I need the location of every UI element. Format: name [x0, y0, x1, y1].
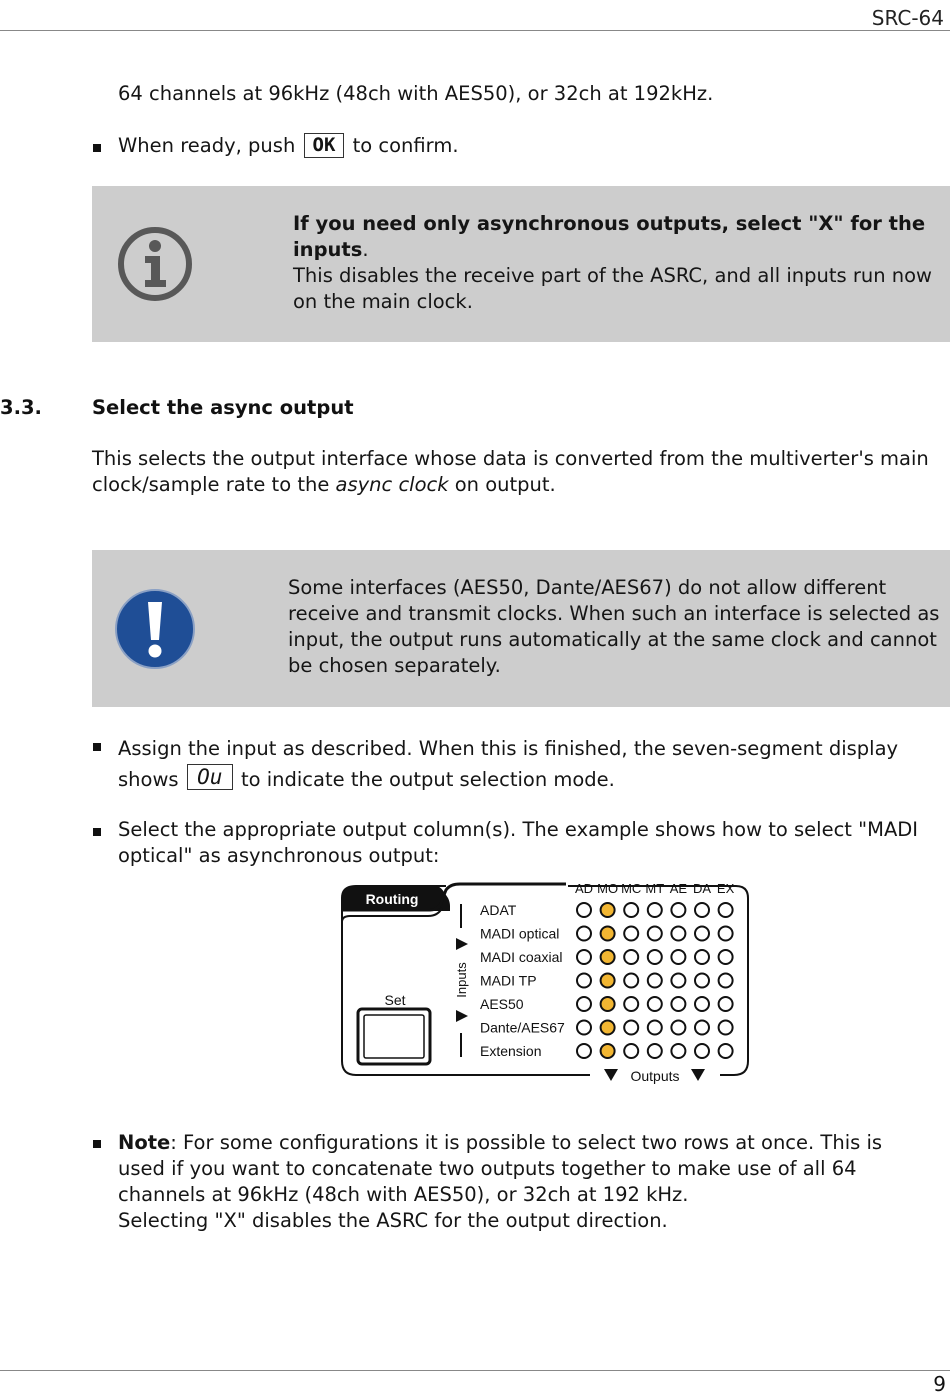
routing-led [624, 950, 638, 964]
routing-led [671, 903, 685, 917]
bullet-icon [93, 743, 101, 751]
continuation-text: 64 channels at 96kHz (48ch with AES50), or 32ch at 192kHz. [118, 82, 714, 105]
routing-led [577, 927, 591, 941]
warning-note [92, 550, 950, 707]
section-intro-italic: async clock [335, 473, 449, 496]
output-column-label: EX [716, 881, 735, 896]
info-note-text [293, 211, 933, 315]
assign-text-after: to indicate the output selection mode. [234, 768, 615, 791]
output-column-label: MC [621, 881, 642, 896]
final-note [118, 1130, 933, 1234]
routing-led-lit [601, 1021, 615, 1035]
bullet-icon [93, 144, 101, 152]
output-column-label: MT [645, 881, 665, 896]
input-row-label: Extension [480, 1043, 542, 1059]
routing-led [695, 1044, 709, 1058]
outputs-arrow-icon [691, 1069, 705, 1081]
routing-led [648, 903, 662, 917]
info-note-bold: If you need only asynchronous outputs, select "X" for the inputs [293, 212, 926, 261]
set-label: Set [384, 992, 406, 1008]
routing-led [695, 997, 709, 1011]
input-row-label: MADI TP [480, 972, 537, 989]
section-intro-after: on output. [448, 473, 556, 496]
confirm-text-before: When ready, push [118, 134, 302, 157]
routing-led [624, 1044, 638, 1058]
footer-rule [0, 1370, 950, 1371]
input-row-label: MADI optical [480, 925, 560, 942]
input-row-label: AES50 [480, 996, 524, 1012]
inputs-label: Inputs [454, 962, 469, 998]
ok-key: OK [304, 133, 345, 158]
seven-segment-display: Ou [187, 764, 233, 790]
info-note-bold-end: . [362, 238, 369, 261]
routing-led [695, 927, 709, 941]
routing-led [577, 997, 591, 1011]
routing-led-lit [601, 997, 615, 1011]
section-intro [92, 446, 932, 498]
info-note-body: This disables the receive part of the ASRC, and all inputs run now on the main clock. [293, 264, 933, 313]
note-text-2: Selecting "X" disables the ASRC for the output direction. [118, 1209, 668, 1232]
routing-led [577, 903, 591, 917]
routing-led [624, 974, 638, 988]
note-label: Note [118, 1131, 171, 1154]
routing-led [624, 927, 638, 941]
routing-led [719, 903, 733, 917]
routing-led [671, 927, 685, 941]
header-rule [0, 30, 950, 31]
routing-led [671, 997, 685, 1011]
routing-led [648, 950, 662, 964]
routing-led [695, 903, 709, 917]
routing-led [648, 1021, 662, 1035]
routing-led-lit [601, 974, 615, 988]
note-text: : For some configurations it is possible to select two rows at once. This is used if you want to concatenate two outputs together to make use of all 64 channels at 96kHz (48ch with AES50), or 32ch at 192 kHz. [118, 1131, 883, 1206]
input-row-label: ADAT [480, 902, 517, 918]
routing-led [719, 927, 733, 941]
assign-text-before: Assign the input as described. When this is finished, the seven-segment display shows [118, 737, 899, 791]
routing-led-lit [601, 950, 615, 964]
exclamation-icon [114, 588, 196, 670]
output-column-label: DA [692, 881, 712, 896]
routing-led [577, 974, 591, 988]
set-button[interactable] [358, 1009, 430, 1064]
routing-led [577, 1044, 591, 1058]
output-column-label: AD [574, 881, 594, 896]
routing-led [671, 1044, 685, 1058]
routing-led [648, 927, 662, 941]
inputs-arrow-icon [456, 938, 468, 950]
routing-tab-label: Routing [365, 891, 419, 907]
input-row-label: Dante/AES67 [480, 1019, 565, 1036]
inputs-arrow-icon [456, 1010, 468, 1022]
routing-led [695, 974, 709, 988]
page-number: 9 [933, 1372, 946, 1396]
confirm-step [118, 133, 938, 159]
routing-led [719, 1021, 733, 1035]
warning-note-text: Some interfaces (AES50, Dante/AES67) do not allow different receive and transmit clocks. When such an interface is selected as input, the output runs automatically at the same clock and cannot be chosen separately. [288, 576, 940, 677]
confirm-text-after: to confirm. [346, 134, 459, 157]
routing-panel [338, 876, 754, 1088]
routing-led [624, 1021, 638, 1035]
outputs-label: Outputs [630, 1068, 680, 1084]
assign-step [118, 733, 943, 795]
input-row-label: MADI coaxial [480, 949, 563, 965]
section-intro-before: This selects the output interface whose data is converted from the multiverter's main clock/sample rate to the [92, 447, 929, 496]
outputs-arrow-icon [604, 1069, 618, 1081]
info-note [92, 186, 950, 342]
header-title: SRC-64 [871, 6, 944, 30]
routing-led-lit [601, 927, 615, 941]
routing-led [624, 997, 638, 1011]
section-number: 3.3. [0, 396, 42, 419]
routing-led [671, 974, 685, 988]
routing-led [648, 997, 662, 1011]
routing-led-lit [601, 903, 615, 917]
routing-led-lit [601, 1044, 615, 1058]
output-column-label: MO [597, 881, 619, 896]
routing-led [719, 997, 733, 1011]
info-icon [116, 225, 194, 303]
routing-led [695, 950, 709, 964]
routing-led [695, 1021, 709, 1035]
routing-led [719, 950, 733, 964]
routing-led [719, 1044, 733, 1058]
select-step: Select the appropriate output column(s). The example shows how to select "MADI optical" as asynchronous output: [118, 818, 919, 867]
routing-led [648, 1044, 662, 1058]
output-column-label: AE [669, 881, 688, 896]
bullet-icon [93, 828, 101, 836]
routing-led [648, 974, 662, 988]
routing-led [577, 1021, 591, 1035]
bullet-icon [93, 1140, 101, 1148]
section-title: Select the async output [92, 396, 354, 419]
routing-led [671, 950, 685, 964]
routing-led [577, 950, 591, 964]
routing-led [671, 1021, 685, 1035]
routing-led [624, 903, 638, 917]
routing-led [719, 974, 733, 988]
